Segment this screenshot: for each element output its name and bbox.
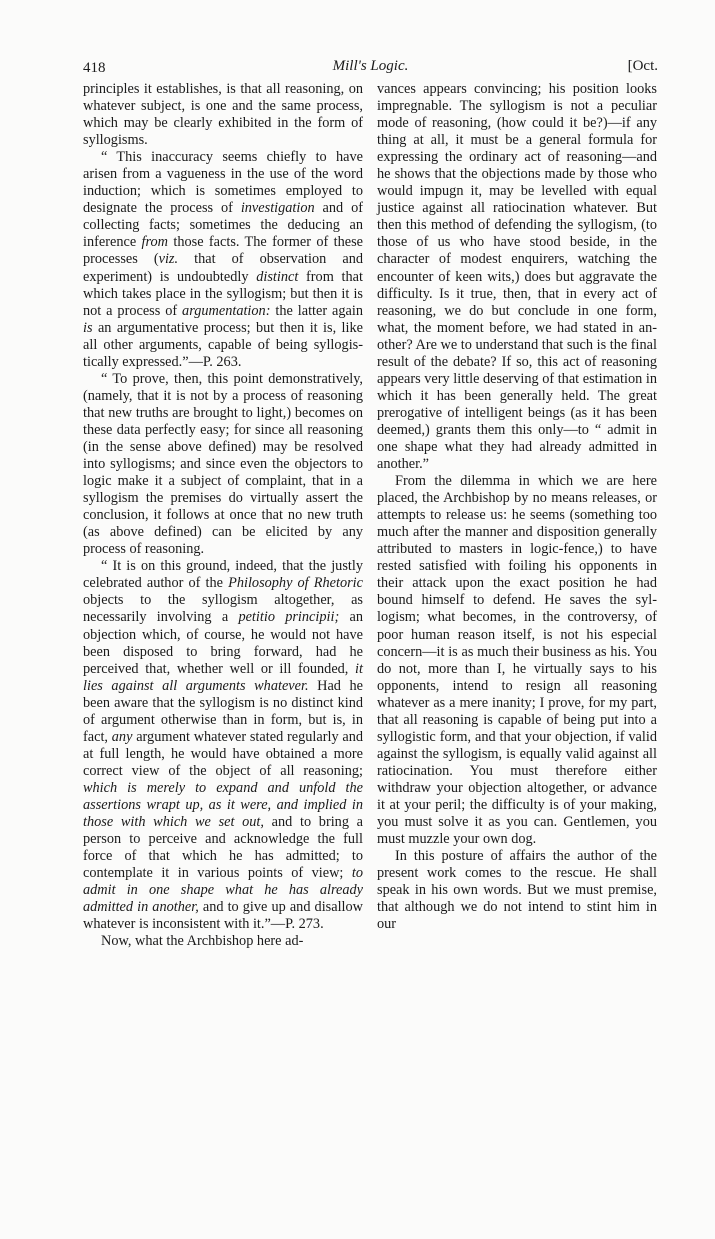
quote-paragraph: “ To prove, then, this point demonstratively, (namely, that it is not by a process of reasoning that new truths are brought to light,) becomes on these data perfectly easy; for since all reasoning (in the sense above defined) may be resolved into syllogisms; and since even the objectors to logic make it a subject of complaint, that in a syllogism the premises do virtually assert the conclusion, it follows at once that no new truth (as above defined) can be elicited by any process of reasoning. bbox=[83, 370, 363, 558]
paragraph: From the dilemma in which we are here placed, the Archbishop by no means releases, or attempts to release us: he seems (something too much after the manner and disposition generally attributed to masters in logic-fence,) to have rested satisfied with foiling his opponents in their attack upon the exact position he had bound himself to defend. He saves the syllogism; what becomes, in the controversy, of poor human reason itself, is not his especial concern—it is as much their business as his. You do not, more than I, he virtually says to his opponents, intend to resign all reasoning whatever as a mere inanity; I prove, for my part, that all reasoning is capable of being put into a syllogistic form, and that your objection, if valid against the syllogism, is equally valid against all ratiocination. You must therefore either withdraw your objection altogether, or advance it at your peril; the difficulty is of your making, you must solve it as you can. Gentlemen, you must muzzle your own dog. bbox=[377, 473, 657, 848]
quote-paragraph: “ It is on this ground, indeed, that the justly celebrated author of the Philosophy of Rhetoric objects to the syllogism altogether, as necessarily involving a petitio principii; an objection which, of course, he would not have been disposed to bring forward, had he perceived that, whether well or ill founded, it lies against all arguments whatever. Had he been aware that the syllogism is no distinct kind of argument otherwise than in form, but is, in fact, any argument whatever stated regularly and at full length, he would have obtained a more correct view of the object of all reasoning; which is merely to expand and unfold the assertions wrapt up, as it were, and implied in those with which we set out, and to bring a person to perceive and acknowledge the full force of that which he has admitted; to contemplate it in various points of view; to admit in one shape what he has already admitted in another, and to give up and disallow whatever is inconsistent with it.”—P. 273. bbox=[83, 558, 364, 933]
paragraph: In this posture of affairs the author of the present work comes to the rescue. He shall speak in his own words. But we must premise, that although we do not intend to stint him in our bbox=[377, 848, 657, 933]
right-column bbox=[377, 81, 657, 933]
page-number: 418 bbox=[83, 60, 106, 76]
paragraph: vances appears convincing; his position looks impregnable. The syllogism is not a peculiar mode of reasoning, (how could it be?)—if any thing at all, it must be a general formula for expressing the ordinary act of reasoning—and he shows that the objections made by those who would impugn it, may be levelled with equal justice against all ratiocination whatever. But then this method of defending the syllogism, (to those of us who have stood beside, in the character of modest enquirers, watching the encounter of keen wits,) does but aggravate the difficulty. Is it true, then, that in every act of reasoning, we do but conclude in one form, what, the moment before, we had stated in another? Are we to understand that such is the final result of the debate? If so, this act of reasoning appears very little deserving of that estimation in which it has been generally held. The great prerogative of intelligent beings (as it has been deemed,) grants them this only—to “ admit in one shape what they had already admitted in another.” bbox=[377, 81, 657, 473]
quote-paragraph: “ This inaccuracy seems chiefly to have arisen from a vagueness in the use of the word induction; which is sometimes employed to designate the process of investigation and of collecting facts; sometimes the deducing an inference from those facts. The former of these processes (viz. that of observation and experiment) is undoubtedly distinct from that which takes place in the syllogism; but then it is not a process of argumentation: the latter again is an argumentative process; but then it is, like all other arguments, capable of being syllogistically expressed.”—P. 263. bbox=[83, 149, 364, 370]
paragraph: principles it establishes, is that all reasoning, on whatever subject, is one and the same process, which may be clearly exhibited in the form of syllogisms. bbox=[83, 81, 363, 149]
paragraph: Now, what the Archbishop here ad- bbox=[101, 933, 304, 950]
left-column bbox=[83, 81, 363, 950]
running-title: Mill's Logic. bbox=[332, 58, 409, 74]
running-head bbox=[83, 58, 658, 82]
running-month: [Oct. bbox=[627, 58, 658, 74]
